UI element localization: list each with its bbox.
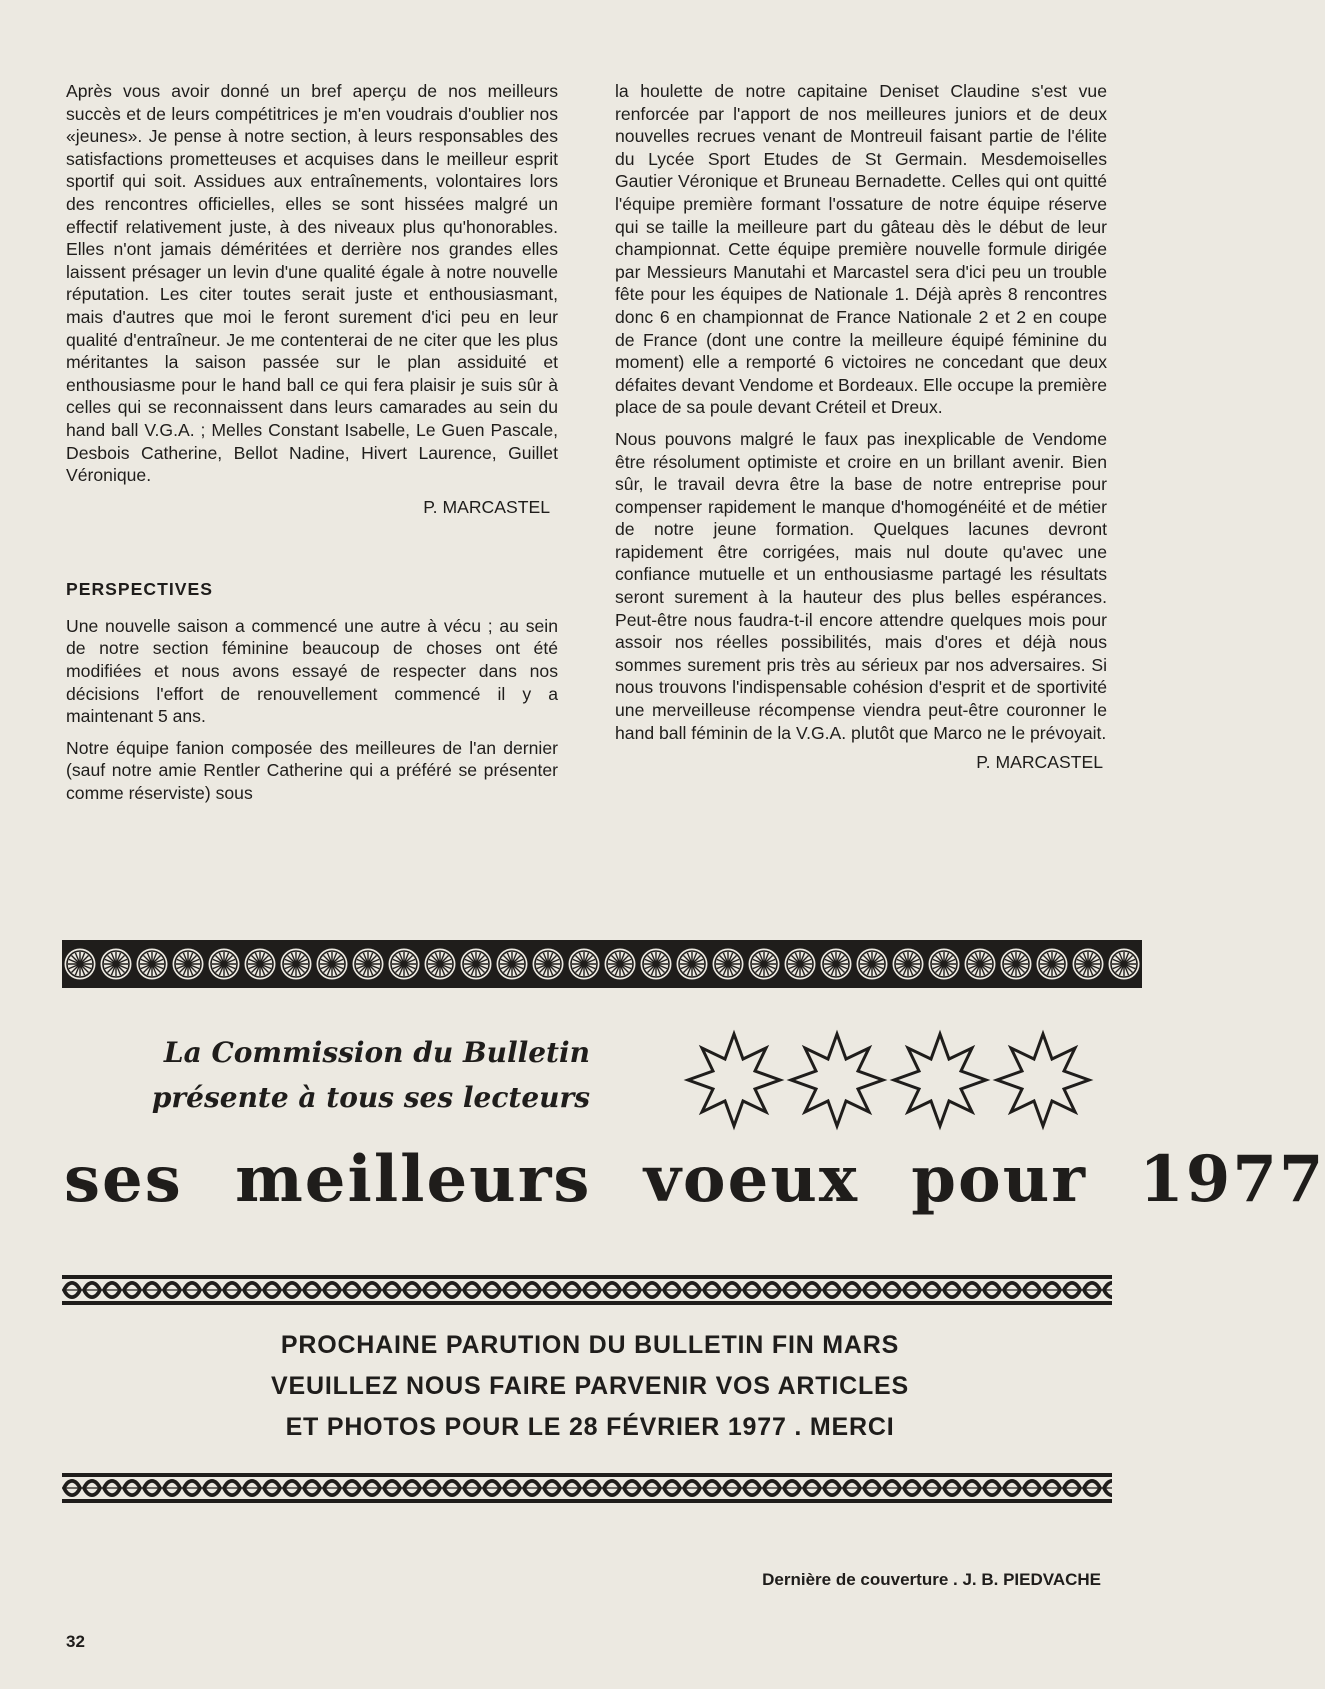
star-icon [894, 1034, 986, 1126]
cover-credit: Dernière de couverture . J. B. PIEDVACHE [762, 1570, 1101, 1589]
section-heading-perspectives: PERSPECTIVES [66, 579, 213, 600]
left-signature: P. MARCASTEL [423, 496, 550, 517]
right-column [615, 80, 1107, 774]
greeting-line-2: présente à tous ses lecteurs [151, 1081, 590, 1114]
page-number: 32 [66, 1632, 85, 1651]
right-paragraph-1: la houlette de notre capitaine Deniset Claudine s'est vue renforcée par l'apport de nos meilleures juniors et de deux nouvelles recrues venant de Montreuil faisant partie de l'élite du Lycée Sport Etudes de St Germain. Mesdemoiselles Gautier Véronique et Bruneau Bernadette. Celles qui ont quitté l'équipe première formant l'ossature de notre équipe réserve qui se taille la meilleure part du gâteau dès le début de leur championnat. Cette équipe première nouvelle formule dirigée par Messieurs Manutahi et Marcastel sera d'ici peu un trouble fête pour les équipes de Nationale 1. Déjà après 8 rencontres donc 6 en championnat de France Nationale 2 et 2 en coupe de France (dont une contre la meilleure équipé féminine du moment) elle a remporté 6 victoires ne concedant que deux défaites devant Vendome et Bordeaux. Elle occupe la première place de sa poule devant Créteil et Dreux. [615, 81, 1107, 418]
new-year-wishes-headline: ses meilleurs voeux pour 1977 [64, 1142, 1325, 1217]
right-signature: P. MARCASTEL [976, 752, 1103, 773]
left-paragraph-3: Notre équipe fanion composée des meilleures de l'an dernier (sauf notre amie Rentler Catherine qui a préféré se présenter comme réserviste) sous [66, 737, 558, 804]
rope-border-ornament [62, 1275, 1112, 1305]
greeting-line-1: La Commission du Bulletin [163, 1036, 590, 1069]
announcement-line-2: VEUILLEZ NOUS FAIRE PARVENIR VOS ARTICLES [271, 1372, 909, 1400]
announcement-line-3: ET PHOTOS POUR LE 28 FÉVRIER 1977 . MERCI [285, 1413, 895, 1441]
star-ornaments [684, 1032, 1094, 1128]
rope-border-ornament [62, 1473, 1112, 1503]
next-issue-announcement [140, 1325, 1040, 1448]
announcement-line-1: PROCHAINE PARUTION DU BULLETIN FIN MARS [280, 1331, 900, 1359]
rosette-border-ornament [62, 940, 1112, 988]
left-paragraph-2: Une nouvelle saison a commencé une autre à vécu ; au sein de notre section féminine beaucoup de choses ont été modifiées et nous avons essayé de respecter dans nos décisions l'effort de renouvellement commencé il y a maintenant 5 ans. [66, 615, 558, 727]
left-paragraph-1: Après vous avoir donné un bref aperçu de nos meilleurs succès et de leurs compétitrices je m'en voudrais d'oublier nos «jeunes». Je pense à notre section, à leurs responsables des satisfactions prometteuses et acquises dans le meilleur esprit sportif qui soit. Assidues aux entraînements, volontaires lors des rencontres officielles, elles se sont hissées malgré un effectif relativement juste, à des niveaux plus qu'honorables. Elles n'ont jamais déméritées et derrière nos grandes elles laissent présager un levin d'une qualité égale à notre nouvelle réputation. Les citer toutes serait juste et enthousiasmant, mais d'autres que moi le feront surement d'ici peu en leur qualité d'entraîneur. Je me contenterai de ne citer que les plus méritantes la saison passée sur le plan assiduité et enthousiasme pour le hand ball ce qui fera plaisir je suis sûr à celles qui se reconnaissent dans leurs camarades au sein du hand ball V.G.A. ; Melles Constant Isabelle, Le Guen Pascale, Desbois Catherine, Bellot Nadine, Hivert Laurence, Guillet Véronique. [66, 81, 558, 486]
left-column [66, 80, 558, 814]
star-icon [791, 1034, 883, 1126]
greeting-block [150, 1030, 590, 1120]
star-icon [688, 1034, 780, 1126]
star-icon [997, 1034, 1089, 1126]
right-paragraph-2: Nous pouvons malgré le faux pas inexplicable de Vendome être résolument optimiste et croire en un brillant avenir. Bien sûr, le travail devra être la base de notre entreprise pour compenser rapidement le manque d'homogénéité et de métier de notre jeune formation. Quelques lacunes devront rapidement être corrigées, mais nul doute qu'avec une confiance mutuelle et un enthousiasme partagé les résultats seront surement à la hauteur des plus belles espérances. Peut-être nous faudra-t-il encore attendre quelques mois pour assoir nos réelles possibilités, mais d'ores et déjà nous sommes surement pris très au sérieux par nos adversaires. Si nous trouvons l'indispensable cohésion d'esprit et de sportivité une merveilleuse récompense viendra peut-être couronner le hand ball féminin de la V.G.A. plutôt que Marco ne le prévoyait. [615, 428, 1107, 743]
